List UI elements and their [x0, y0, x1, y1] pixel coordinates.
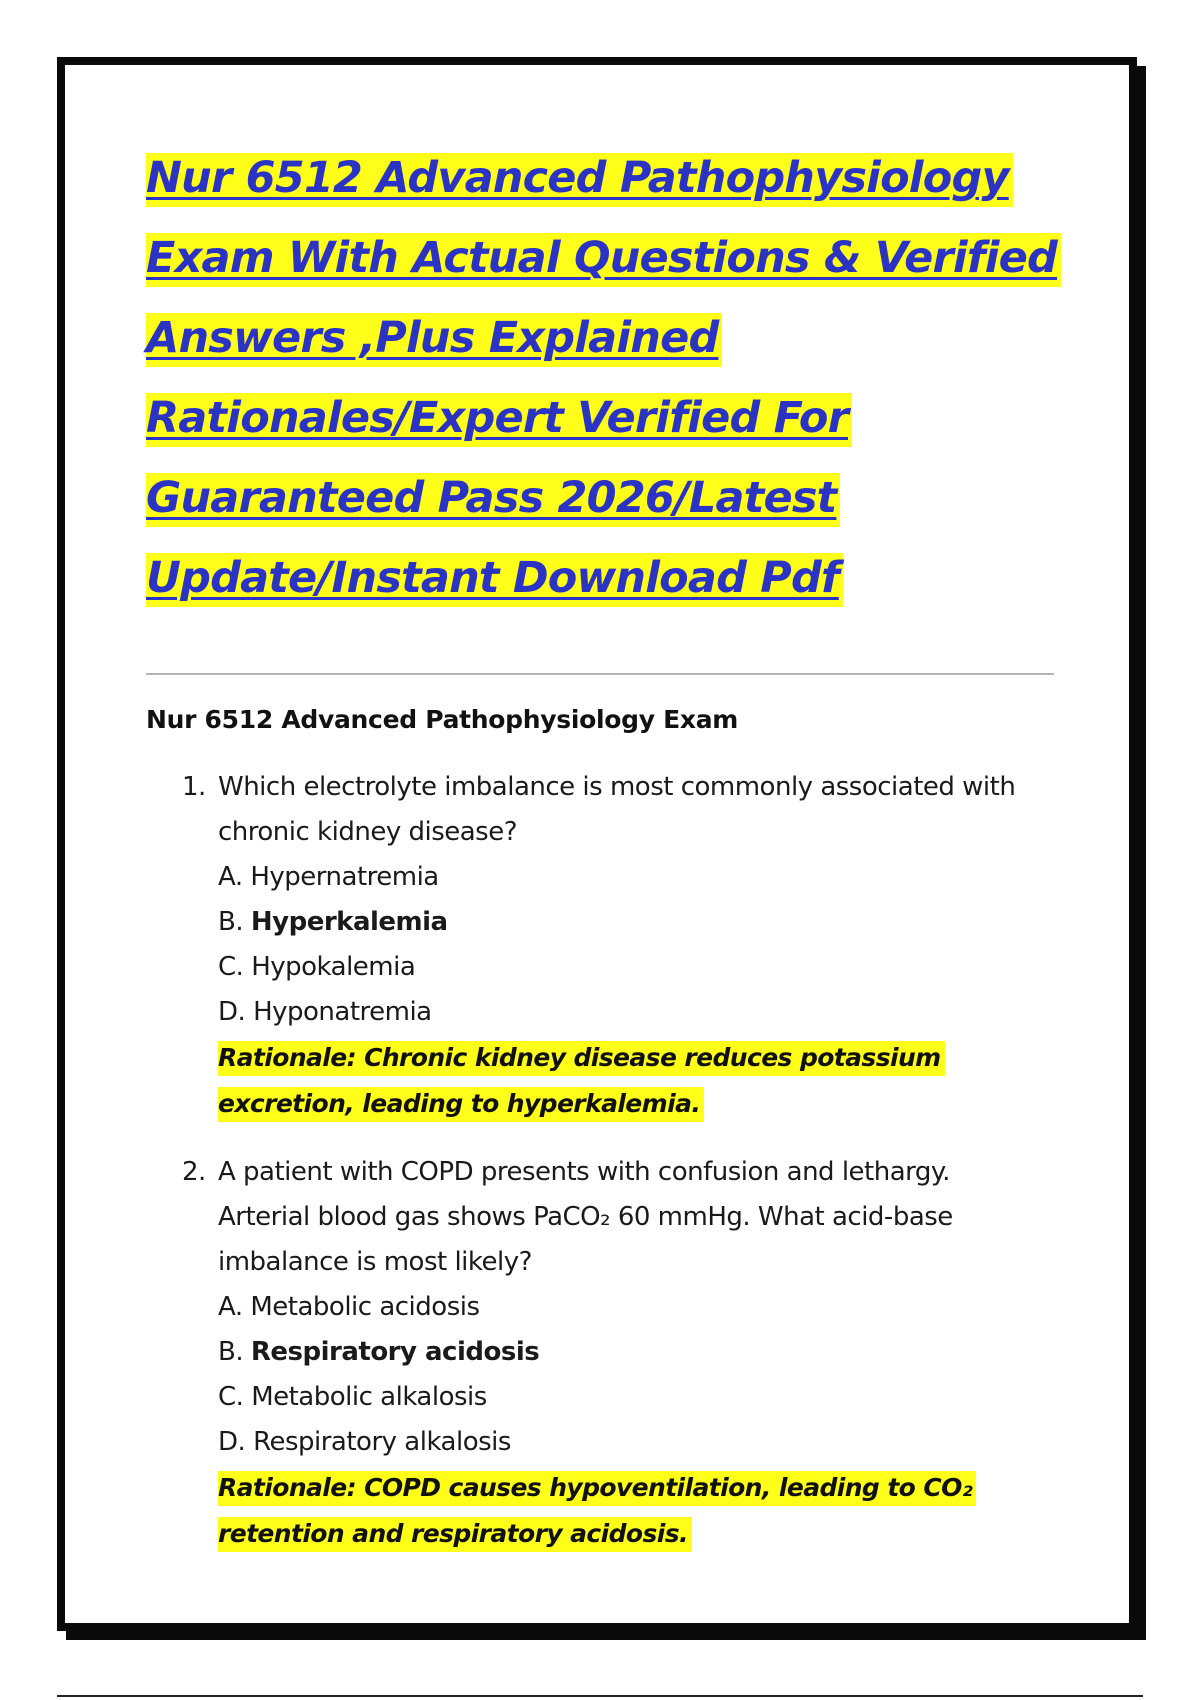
option-text: Respiratory alkalosis	[253, 1427, 511, 1457]
title-line	[146, 538, 1086, 618]
option-a	[218, 855, 1062, 900]
option-letter: B.	[218, 907, 244, 937]
option-letter: A.	[218, 1292, 243, 1322]
question-stem-line: Which electrolyte imbalance is most commonly associated with	[218, 772, 1016, 802]
title-line	[146, 138, 1086, 218]
title-line	[146, 218, 1086, 298]
question-body	[218, 765, 1062, 1127]
option-b	[218, 900, 1062, 945]
section-divider	[146, 673, 1054, 675]
option-letter: B.	[218, 1337, 244, 1367]
question-number: 1.	[182, 772, 206, 802]
question-stem-line: imbalance is most likely?	[218, 1247, 532, 1277]
option-a	[218, 1285, 1062, 1330]
question-stem-line: chronic kidney disease?	[218, 817, 518, 847]
rationale-text: Rationale: Chronic kidney disease reduces potassium	[218, 1041, 945, 1076]
question-2	[182, 1150, 1062, 1557]
title-line-text: Guaranteed Pass 2026/Latest	[146, 473, 840, 527]
rationale-line	[218, 1465, 1062, 1511]
rationale-text: retention and respiratory acidosis.	[218, 1517, 692, 1552]
rationale-line	[218, 1035, 1062, 1081]
option-text: Metabolic acidosis	[250, 1292, 480, 1322]
question-1	[182, 765, 1062, 1127]
title-line-text: Exam With Actual Questions & Verified	[146, 233, 1061, 287]
question-number: 2.	[182, 1157, 206, 1187]
rationale-text: excretion, leading to hyperkalemia.	[218, 1087, 704, 1122]
rationale-text: Rationale: COPD causes hypoventilation, leading to CO₂	[218, 1471, 976, 1506]
option-text: Metabolic alkalosis	[251, 1382, 487, 1412]
title-line	[146, 298, 1086, 378]
option-letter: D.	[218, 1427, 246, 1457]
rationale-line	[218, 1511, 1062, 1557]
rationale-line	[218, 1081, 1062, 1127]
title-line-text: Rationales/Expert Verified For	[146, 393, 852, 447]
option-c	[218, 1375, 1062, 1420]
correct-option-text: Respiratory acidosis	[250, 1337, 540, 1367]
title-line	[146, 378, 1086, 458]
option-text: Hypokalemia	[251, 952, 416, 982]
option-text: Hypernatremia	[250, 862, 439, 892]
document-title	[146, 138, 1086, 618]
question-body	[218, 1150, 1062, 1557]
option-letter: C.	[218, 952, 244, 982]
exam-heading: Nur 6512 Advanced Pathophysiology Exam	[146, 705, 739, 734]
title-line	[146, 458, 1086, 538]
option-b	[218, 1330, 1062, 1375]
option-text: Hyponatremia	[253, 997, 432, 1027]
option-d	[218, 1420, 1062, 1465]
option-d	[218, 990, 1062, 1035]
correct-option-text: Hyperkalemia	[250, 907, 448, 937]
title-line-text: Nur 6512 Advanced Pathophysiology	[146, 153, 1013, 207]
option-letter: C.	[218, 1382, 244, 1412]
option-letter: A.	[218, 862, 243, 892]
option-letter: D.	[218, 997, 246, 1027]
title-line-text: Answers ,Plus Explained	[146, 313, 722, 367]
title-line-text: Update/Instant Download Pdf	[146, 553, 843, 607]
next-page-edge	[57, 1695, 1143, 1697]
question-stem-line: A patient with COPD presents with confusion and lethargy.	[218, 1157, 950, 1187]
option-c	[218, 945, 1062, 990]
question-stem-line: Arterial blood gas shows PaCO₂ 60 mmHg. What acid-base	[218, 1202, 953, 1232]
